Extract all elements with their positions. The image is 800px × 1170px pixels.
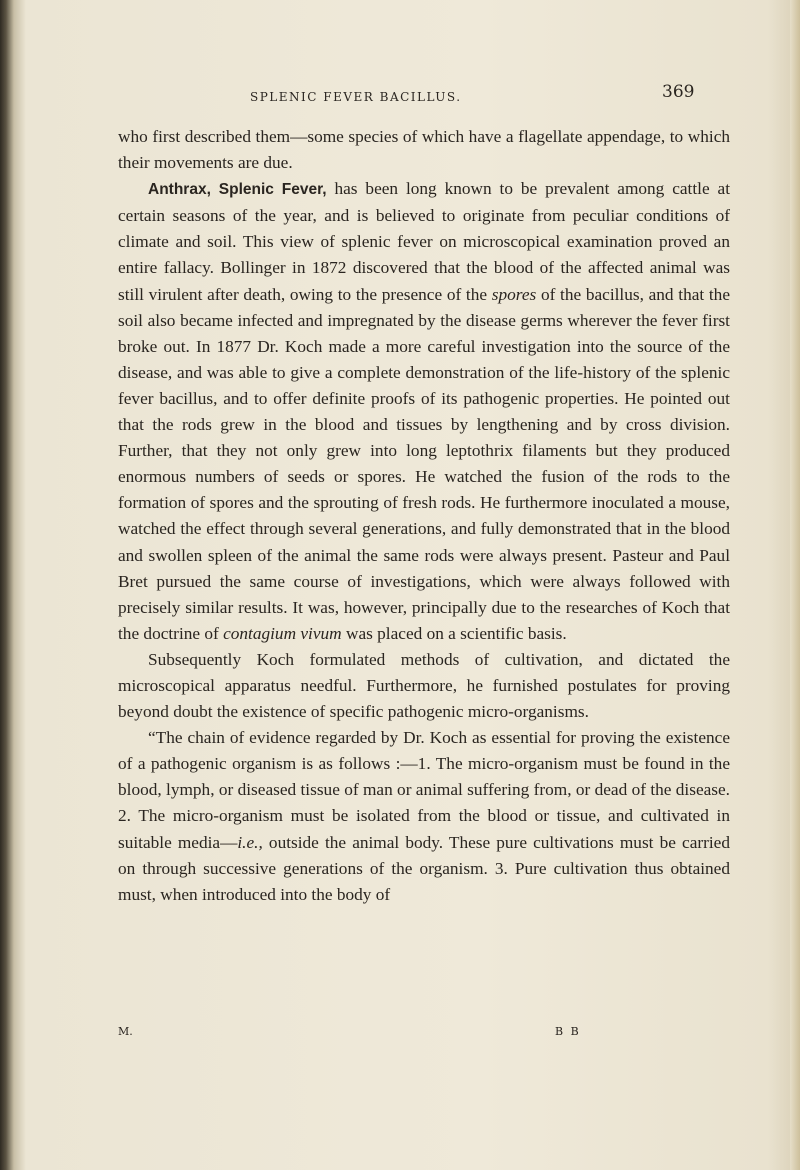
paragraph-anthrax bbox=[118, 176, 730, 647]
paragraph-text: has been long known to be prevalent among cattle at certain seasons of the year, and is believed to originate from peculiar conditions of climate and soil. This view of splenic fever on microscopical examination proved an entire fallacy. Bollinger in 1872 discovered that the blood of the affected animal was still virulent after death, owing to the presence of the bbox=[118, 179, 730, 304]
italic-term: contagium vivum bbox=[223, 623, 342, 643]
paragraph-koch-methods bbox=[118, 647, 730, 725]
paragraph-text: who first described them—some species of which have a flagellate appendage, to which their movements are due. bbox=[118, 127, 730, 173]
italic-term: spores bbox=[491, 284, 537, 304]
body-text bbox=[118, 124, 730, 908]
section-lead: Anthrax, Splenic Fever, bbox=[148, 181, 327, 199]
paragraph-text: “The chain of evidence regarded by Dr. Koch as essential for proving the existence of a pathogenic organism is as follows :—1. The micro-organism must be found in the blood, lymph, or diseased tissue of man or animal suffering from, or dead of the disease. 2. The micro-organism must be isolated from the blood or tissue, and cultivated in suitable media— bbox=[118, 728, 730, 852]
running-title: SPLENIC FEVER BACILLUS. bbox=[250, 90, 462, 104]
paragraph-text: Subsequently Koch formulated methods of cultivation, and dictated the microscopical apparatus needful. Furthermore, he furnished postulates for proving beyond doubt the existence of specific pathogenic micro-organisms. bbox=[118, 649, 730, 722]
page-header bbox=[100, 82, 800, 106]
page-number: 369 bbox=[662, 82, 695, 102]
paragraph-koch-postulates bbox=[118, 725, 730, 908]
paragraph-text: outside the animal body. These pure cultivations must be carried on through successive generations of the organism. 3. Pure cultivation thus obtained must, when introduced into the body of bbox=[118, 832, 730, 904]
paragraph-text: was placed on a scientific basis. bbox=[341, 623, 567, 643]
italic-term: i.e., bbox=[237, 832, 263, 852]
paragraph-continuation bbox=[118, 124, 730, 176]
signature-mark-left: M. bbox=[118, 1025, 133, 1038]
signature-mark-right: B B bbox=[555, 1025, 581, 1038]
paragraph-text: of the bacillus, and that the soil also became infected and impregnated by the disease germs wherever the fever first broke out. In 1877 Dr. Koch made a more careful investigation into the source of the disease, and was able to give a complete demonstration of the life-history of the splenic fever bacillus, and to offer definite proofs of its pathogenic properties. He pointed out that the rods grew in the blood and tissues by lengthening and by cross division. Further, that they not only grew into long leptothrix filaments but they produced enormous numbers of seeds or spores. He watched the fusion of the rods to the formation of spores and the sprouting of fresh rods. He furthermore inoculated a mouse, watched the effect through several generations, and fully demonstrated that in the blood and swollen spleen of the animal the same rods were always present. Pasteur and Paul Bret pursued the same course of investigations, which were always followed with precisely similar results. It was, however, principally due to the researches of Koch that the doctrine of bbox=[118, 284, 730, 643]
page-edge bbox=[790, 0, 800, 1170]
page-footer bbox=[118, 1025, 730, 1045]
